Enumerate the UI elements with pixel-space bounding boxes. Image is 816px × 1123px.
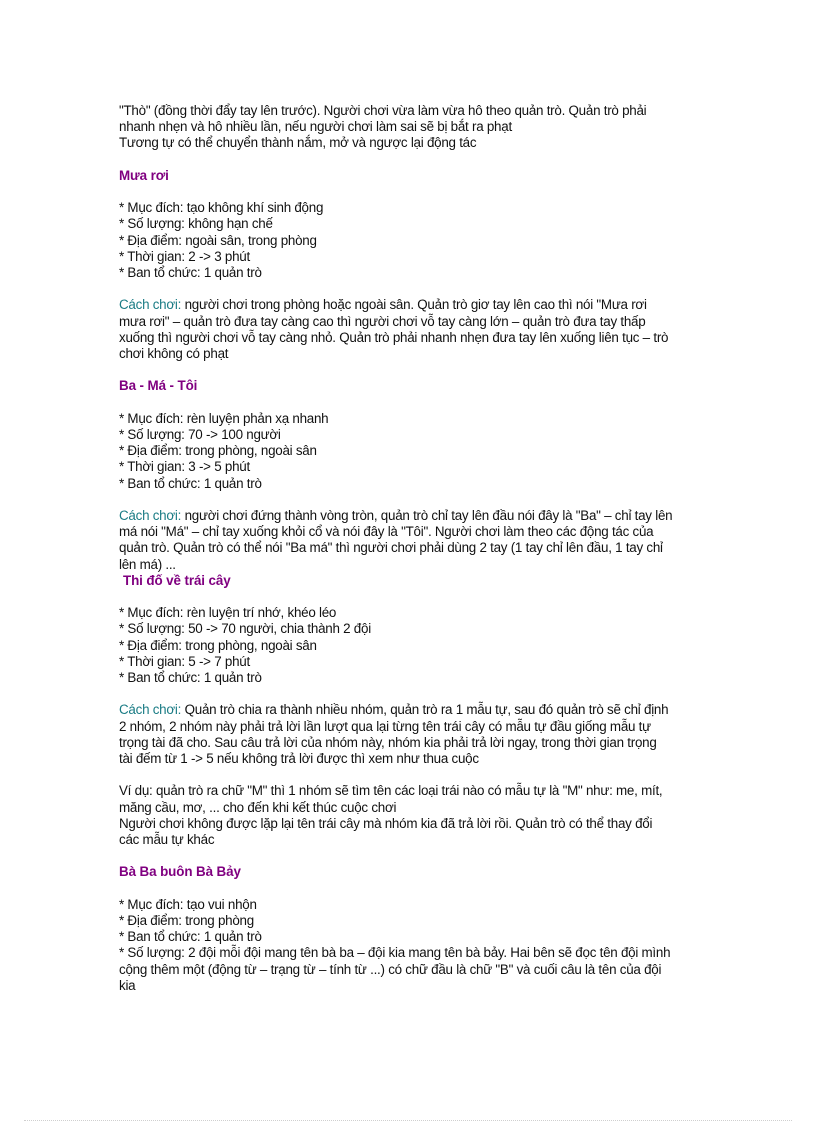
how-to-play-line: má nói "Má" – chỉ tay xuống khỏi cổ và nói đây là "Tôi". Người chơi làm theo các động tác của — [119, 524, 654, 540]
how-to-play-line: mưa rơi" – quản trò đưa tay càng cao thì người chơi vỗ tay càng lớn – quản trò đưa tay thấp — [119, 313, 646, 329]
how-to-play-line: trọng tài đã cho. Sau câu trả lời của nhóm này, nhóm kia phải trả lời ngay, trong thời gian trọng — [119, 734, 657, 750]
how-to-play-line: chơi không có phạt — [119, 346, 229, 361]
detail-line: * Địa điểm: trong phòng — [119, 912, 254, 928]
how-to-play-label: Cách chơi: — [119, 507, 182, 523]
detail-line: * Số lượng: không hạn chế — [119, 216, 273, 232]
detail-line: * Số lượng: 70 -> 100 người — [119, 426, 281, 442]
how-to-play-label: Cách chơi: — [119, 297, 182, 313]
detail-line: * Mục đích: rèn luyện trí nhớ, khéo léo — [119, 605, 337, 621]
how-to-play-line — [119, 702, 709, 718]
how-to-play-line: 2 nhóm, 2 nhóm này phải trả lời lần lượt qua lại từng tên trái cây có mẫu tự đầu giống mẫu tự — [119, 718, 651, 734]
detail-line: * Ban tổ chức: 1 quản trò — [119, 929, 262, 945]
document-page — [119, 103, 709, 994]
example-line: Người chơi không được lặp lại tên trái cây mà nhóm kia đã trả lời rồi. Quản trò có thể thay đổi — [119, 815, 653, 831]
game-title: Ba - Má - Tôi — [119, 378, 198, 394]
detail-line: * Thời gian: 5 -> 7 phút — [119, 653, 250, 669]
detail-line: * Địa điểm: trong phòng, ngoài sân — [119, 443, 317, 459]
detail-line: * Ban tổ chức: 1 quản trò — [119, 670, 262, 685]
intro-line: nhanh nhẹn và hô nhiều lần, nếu người chơi làm sai sẽ bị bắt ra phạt — [119, 119, 512, 135]
detail-line: * Địa điểm: trong phòng, ngoài sân — [119, 637, 317, 653]
example-line: măng cầu, mơ, ... cho đến khi kết thúc cuộc chơi — [119, 799, 397, 815]
detail-line: * Thời gian: 3 -> 5 phút — [119, 459, 250, 475]
detail-line: cộng thêm một (động từ – trạng từ – tính từ ...) có chữ đầu là chữ "B" và cuối câu là tên của đội — [119, 961, 662, 977]
game-section-mua-roi — [119, 168, 709, 362]
example-line: các mẫu tự khác — [119, 832, 215, 847]
game-section-thi-do-trai-cay — [119, 573, 709, 848]
how-to-play-text: người chơi đứng thành vòng tròn, quản trò chỉ tay lên đầu nói đây là "Ba" – chỉ tay lên — [181, 507, 673, 523]
detail-line: * Địa điểm: ngoài sân, trong phòng — [119, 232, 317, 248]
page-bottom-divider — [24, 1120, 792, 1121]
detail-line: * Mục đích: rèn luyện phản xạ nhanh — [119, 410, 329, 426]
game-section-ba-ma-toi — [119, 378, 709, 572]
detail-line: * Số lượng: 2 đội mỗi đội mang tên bà ba – đội kia mang tên bà bảy. Hai bên sẽ đọc tên đội mình — [119, 945, 671, 961]
how-to-play-line — [119, 297, 709, 313]
detail-line: kia — [119, 977, 136, 993]
intro-line: "Thò" (đồng thời đẩy tay lên trước). Người chơi vừa làm vừa hô theo quản trò. Quản trò phải — [119, 103, 647, 118]
detail-line: * Ban tổ chức: 1 quản trò — [119, 265, 262, 280]
how-to-play-text: người chơi trong phòng hoặc ngoài sân. Quản trò giơ tay lên cao thì nói "Mưa rơi — [181, 297, 647, 313]
detail-line: * Mục đích: tạo vui nhộn — [119, 896, 257, 912]
how-to-play-line: quản trò. Quản trò có thể nói "Ba má" thì người chơi phải dùng 2 tay (1 tay chỉ lên đầu, 1 tay chỉ — [119, 540, 663, 556]
intro-line: Tương tự có thể chuyển thành nắm, mở và ngược lại động tác — [119, 135, 477, 151]
game-title: Thi đố về trái cây — [123, 572, 231, 588]
how-to-play-line: tài đếm từ 1 -> 5 nếu không trả lời được thì xem như thua cuộc — [119, 751, 479, 766]
game-title: Mưa rơi — [119, 167, 169, 183]
how-to-play-line — [119, 508, 709, 524]
example-line: Ví dụ: quản trò ra chữ "M" thì 1 nhóm sẽ tìm tên các loại trái nào có mẫu tự là "M" như: me, mít, — [119, 783, 663, 799]
intro-paragraph — [119, 103, 709, 152]
game-section-ba-ba-buon-ba-bay — [119, 864, 709, 994]
detail-line: * Số lượng: 50 -> 70 người, chia thành 2 đội — [119, 621, 371, 637]
detail-line: * Ban tổ chức: 1 quản trò — [119, 475, 262, 491]
detail-line: * Thời gian: 2 -> 3 phút — [119, 248, 250, 264]
how-to-play-label: Cách chơi: — [119, 702, 182, 718]
how-to-play-line: xuống thì người chơi vỗ tay càng nhỏ. Quản trò phải nhanh nhẹn đưa tay lên xuống liên tục – trò — [119, 329, 669, 345]
how-to-play-text: Quản trò chia ra thành nhiều nhóm, quản trò ra 1 mẫu tự, sau đó quản trò sẽ chỉ định — [181, 702, 669, 718]
game-title: Bà Ba buôn Bà Bảy — [119, 864, 241, 880]
how-to-play-line: lên má) ... — [119, 556, 176, 572]
detail-line: * Mục đích: tạo không khí sinh động — [119, 200, 324, 216]
